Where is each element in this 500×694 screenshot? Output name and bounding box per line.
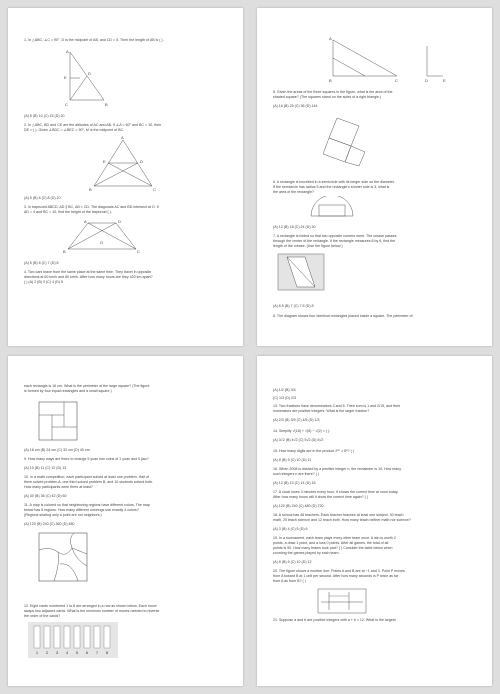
figure-semicircle-rectangle [307,196,357,220]
page-3 [8,356,243,686]
question-10-line-3: How many participants were there at least? [24,485,93,489]
question-7-line-3: length of the crease. (Use the figure below.) [273,244,343,248]
fig3-label-b: B [63,249,66,254]
question-17-options: (A) 120 (B) 240 (C) 480 (D) 720 [273,504,324,508]
question-1: 1. In △ABC, ∠C = 90°, D is the midpoint of AB, and CD = 5. Then the length of AB is ( ). [24,38,164,42]
fig3-label-o: O [100,240,104,245]
question-17-line-2: After how many hours will it show the correct time again? ( ) [273,495,369,499]
question-21-line-1: 21. Suppose a and b are positive integers with a + b = 12. What is the largest [273,618,396,622]
question-15-line-1: 15. How many digits are in the product 2¹⁰ × 5⁸? ( ) [273,449,354,453]
fig2-label-c: C [153,187,156,192]
question-12-line-1: 12. Eight cards numbered 1 to 8 are arranged in a row as shown below. Each move [24,604,157,608]
figure-number-line [317,588,367,614]
fig1-label-d: D [88,71,91,76]
fig3-label-a: A [84,219,87,224]
fig2-label-a: A [121,136,124,140]
question-8-cont-line-2: is formed by four equal rectangles and a small square.) [24,389,112,393]
question-5-line-2: shaded square? (The squares stand on the sides of a right triangle.) [273,95,382,99]
question-20-line-3: from A as from B? ( ) [273,579,306,583]
question-4-line-1: 4. Two cars leave from the same place at the same time. They travel in opposite [24,270,152,274]
question-3-options: (A) 5 (B) 6 (C) 7 (D) 8 [24,261,59,265]
question-11-line-1: 11. A map is colored so that neighboring regions have different colors. The map [24,503,150,507]
page-1 [8,8,243,346]
question-19-line-2: points, a draw 1 point, and a loss 0 points. After all games, the total of all [273,541,389,545]
question-9-options: (A) 10 (B) 11 (C) 12 (D) 13 [24,466,67,470]
figure-folded-rectangle [277,253,325,291]
question-12-line-2: swaps two adjacent cards. What is the minimum number of moves needed to reverse [24,609,160,613]
page-4 [257,356,492,686]
question-4-line-2: directions at 60 km/h and 80 km/h. After how many hours are they 420 km apart? [24,275,153,279]
card-number-2: 2 [45,650,49,655]
question-6-line-2: If the semicircle has radius 5 and the rectangle's shorter side is 3, what is [273,185,390,189]
question-13-line-2: numerators are positive integers. What is the larger fraction? [273,409,370,413]
figure-right-triangle [58,48,108,110]
figure-number-cards [28,622,118,658]
question-8-options: (A) 16 cm (B) 24 cm (C) 32 cm (D) 40 cm [24,448,90,452]
question-14-options: (A) 3√2 (B) 4√2 (C) 5√2 (D) 6√2 [273,438,324,442]
question-11-line-3: (Regions sharing only a point are not neighbors.) [24,513,102,517]
card-number-4: 4 [65,650,69,655]
question-3-line-1: 3. In trapezoid ABCD, AD ∥ BC, AB = CD. The diagonals AC and BD intersect at O. If [24,205,159,209]
question-11-line-2: below has 6 regions. How many different colorings use exactly 4 colors? [24,508,139,512]
question-6-options: (A) 12 (B) 18 (C) 24 (D) 30 [273,225,316,229]
question-16-options: (A) 12 (B) 13 (C) 14 (D) 15 [273,481,316,485]
card-number-8: 8 [105,650,109,655]
question-3-line-2: AD = 4 and BC = 10, find the height of the trapezoid ( ). [24,210,112,214]
question-7-line-1: 7. A rectangle is folded so that two opposite corners meet. The crease passes [273,234,397,238]
fraction-options-2: (C) 1/3 (D) 2/3 [273,396,296,400]
card-number-7: 7 [95,650,99,655]
question-15-options: (A) 8 (B) 9 (C) 10 (D) 11 [273,458,312,462]
question-10-line-2: them solved problem A, one third solved problem B, and 10 students solved both. [24,480,154,484]
question-18-line-1: 18. A school has 48 teachers. Each teacher teaches at least one subject. 30 teach [273,513,404,517]
question-9-line-1: 9. How many ways are there to change 5 yuan into coins of 1 yuan and 5 jiao? [24,457,149,461]
fig2-label-d: D [140,159,143,164]
figure-rectangles-in-square [38,401,78,441]
page-2 [257,8,492,346]
question-13-line-1: 13. Two fractions have denominators 3 and 5. Their sum is 1 and 2/15, and their [273,404,401,408]
figure-trapezoid [62,219,142,255]
fig2-label-e: E [103,159,106,164]
question-12-line-3: the order of the cards? [24,614,61,618]
figure-three-squares [315,112,375,168]
question-14-line-1: 14. Simplify √(18) + √(8) − √(2) = ( ). [273,429,331,433]
question-7-options: (A) 6.5 (B) 7 (C) 7.5 (D) 8 [273,304,314,308]
question-5-line-1: 5. Given the areas of the three squares in the figure, what is the area of the [273,90,393,94]
question-11-options: (A) 120 (B) 240 (C) 360 (D) 480 [24,522,75,526]
fig3-label-d: D [118,219,121,224]
question-2-line-2: DE = ( ). Given ∠BDC = ∠BEC = 90°, M is the midpoint of BC. [24,128,125,132]
question-10-options: (A) 30 (B) 36 (C) 42 (D) 60 [24,494,67,498]
question-8-cont-line-1: each rectangle is 16 cm. What is the perimeter of the large square? (The figure [24,384,150,388]
fig-top-label-b: B [329,78,332,83]
question-6-line-1: 6. A rectangle is inscribed in a semicircle with its longer side on the diameter. [273,180,395,184]
card-number-3: 3 [55,650,59,655]
question-18-options: (A) 3 (B) 4 (C) 5 (D) 6 [273,527,308,531]
question-1-options: (A) 5 (B) 10 (C) 15 (D) 20 [24,114,65,118]
question-4-line-3: ( ) (A) 2 (B) 3 (C) 4 (D) 5 [24,280,63,284]
question-13-options: (A) 2/3 (B) 3/5 (C) 4/5 (D) 1/3 [273,418,320,422]
question-8-line-1: 8. The diagram shows four identical rectangles placed inside a square. The perimeter of [273,314,413,318]
question-20-line-1: 20. The figure shows a number line. Points A and B are at −1 and 3. Point P moves [273,569,405,573]
question-6-line-3: the area of the rectangle? [273,190,314,194]
fig-top-label-a: A [329,36,332,41]
fig2-label-b: B [89,187,92,192]
question-2-options: (A) 5 (B) 6 (C) 8 (D) 10 [24,196,61,200]
fig1-label-e: E [64,75,67,80]
question-19-line-3: points is 90. How many teams took part? ( ) Consider the table below when [273,546,393,550]
card-number-5: 5 [75,650,79,655]
fig1-label-b: B [105,102,108,107]
figure-line-segments [327,36,447,86]
question-16-line-1: 16. When 2008 is divided by a positive integer n, the remainder is 10. How many [273,467,402,471]
figure-triangle-altitudes [88,136,158,192]
question-5-options: (A) 16 (B) 25 (C) 36 (D) 144 [273,104,318,108]
question-16-line-2: such integers n are there? ( ) [273,472,320,476]
fig1-label-c: C [65,102,68,107]
fig-top-label-c: C [395,78,398,83]
card-number-1: 1 [35,650,39,655]
fig-top-label-e: E [443,78,446,83]
question-19-options: (A) 8 (B) 9 (C) 10 (D) 12 [273,560,312,564]
question-19-line-1: 19. In a tournament, each team plays every other team once. A win is worth 2 [273,536,396,540]
card-number-6: 6 [85,650,89,655]
question-7-line-2: through the center of the rectangle. If the rectangle measures 8 by 6, find the [273,239,396,243]
figure-region-map [38,532,88,582]
question-17-line-1: 17. A clock loses 3 minutes every hour. It shows the correct time at noon today. [273,490,399,494]
question-18-line-2: math, 25 teach science and 12 teach both. How many teach neither math nor science? [273,518,411,522]
fig3-label-c: C [137,249,140,254]
fig1-label-a: A [66,49,69,54]
question-20-line-2: from A toward B at 1 unit per second. After how many seconds is P twice as far [273,574,399,578]
question-2-line-1: 2. In △ABC, BD and CE are the altitudes of AC and AB. If ∠A = 60° and BC = 10, then [24,123,162,127]
question-19-line-4: counting the games played by each team. [273,551,340,555]
question-10-line-1: 10. In a math competition, each participant solved at least one problem. Half of [24,475,150,479]
fraction-options-1: (A) 1/2 (B) 3/4 [273,388,296,392]
fig-top-label-d: D [425,78,428,83]
